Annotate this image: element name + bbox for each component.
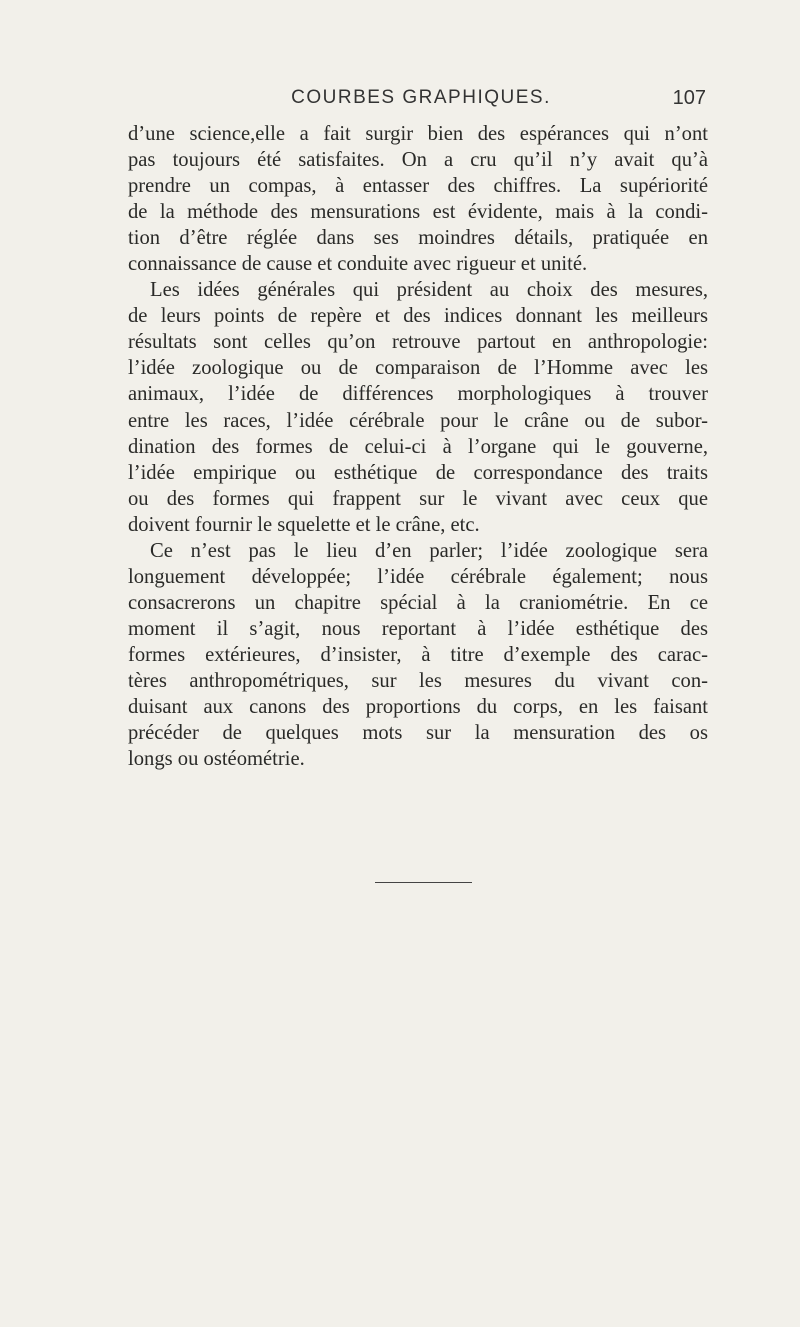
text-line: formes extérieures, d’insister, à titre d’exemple des carac-: [128, 643, 708, 666]
text-line: résultats sont celles qu’on retrouve partout en anthropologie:: [128, 331, 708, 354]
text-line: doivent fournir le squelette et le crâne, etc.: [128, 513, 480, 536]
text-line: tères anthropométriques, sur les mesures du vivant con-: [128, 669, 708, 692]
paragraph: [128, 538, 708, 772]
section-end-rule: [375, 882, 472, 883]
text-line: ou des formes qui frappent sur le vivant avec ceux que: [128, 487, 708, 510]
text-line: l’idée zoologique ou de comparaison de l’Homme avec les: [128, 357, 708, 380]
text-line: entre les races, l’idée cérébrale pour le crâne ou de subor-: [128, 409, 708, 432]
text-line: consacrerons un chapitre spécial à la craniométrie. En ce: [128, 591, 708, 614]
running-title: COURBES GRAPHIQUES.: [291, 87, 551, 108]
text-line: longs ou ostéométrie.: [128, 748, 305, 771]
text-line: dination des formes de celui-ci à l’organe qui le gouverne,: [128, 435, 708, 458]
page-number: 107: [672, 87, 706, 109]
text-line: longuement développée; l’idée cérébrale également; nous: [128, 565, 708, 588]
text-line: précéder de quelques mots sur la mensuration des os: [128, 722, 708, 745]
text-line: moment il s’agit, nous reportant à l’idée esthétique des: [128, 617, 708, 640]
text-line: tion d’être réglée dans ses moindres détails, pratiquée en: [128, 227, 708, 250]
paragraph: [128, 121, 708, 277]
body-text: [128, 121, 708, 772]
text-line: duisant aux canons des proportions du corps, en les faisant: [128, 696, 708, 719]
text-line: pas toujours été satisfaites. On a cru qu’il n’y avait qu’à: [128, 149, 708, 172]
paragraph: [128, 277, 708, 537]
text-line: Ce n’est pas le lieu d’en parler; l’idée zoologique sera: [150, 539, 708, 562]
text-line: connaissance de cause et conduite avec rigueur et unité.: [128, 253, 588, 276]
text-line: prendre un compas, à entasser des chiffres. La supériorité: [128, 175, 708, 198]
text-line: animaux, l’idée de différences morphologiques à trouver: [128, 383, 708, 406]
text-line: de la méthode des mensurations est évidente, mais à la condi-: [128, 201, 708, 224]
text-line: l’idée empirique ou esthétique de correspondance des traits: [128, 461, 708, 484]
text-line: Les idées générales qui président au choix des mesures,: [150, 279, 708, 302]
text-line: de leurs points de repère et des indices donnant les meilleurs: [128, 305, 708, 328]
text-line: d’une science,elle a fait surgir bien des espérances qui n’ont: [128, 123, 708, 145]
running-head: [128, 87, 714, 113]
